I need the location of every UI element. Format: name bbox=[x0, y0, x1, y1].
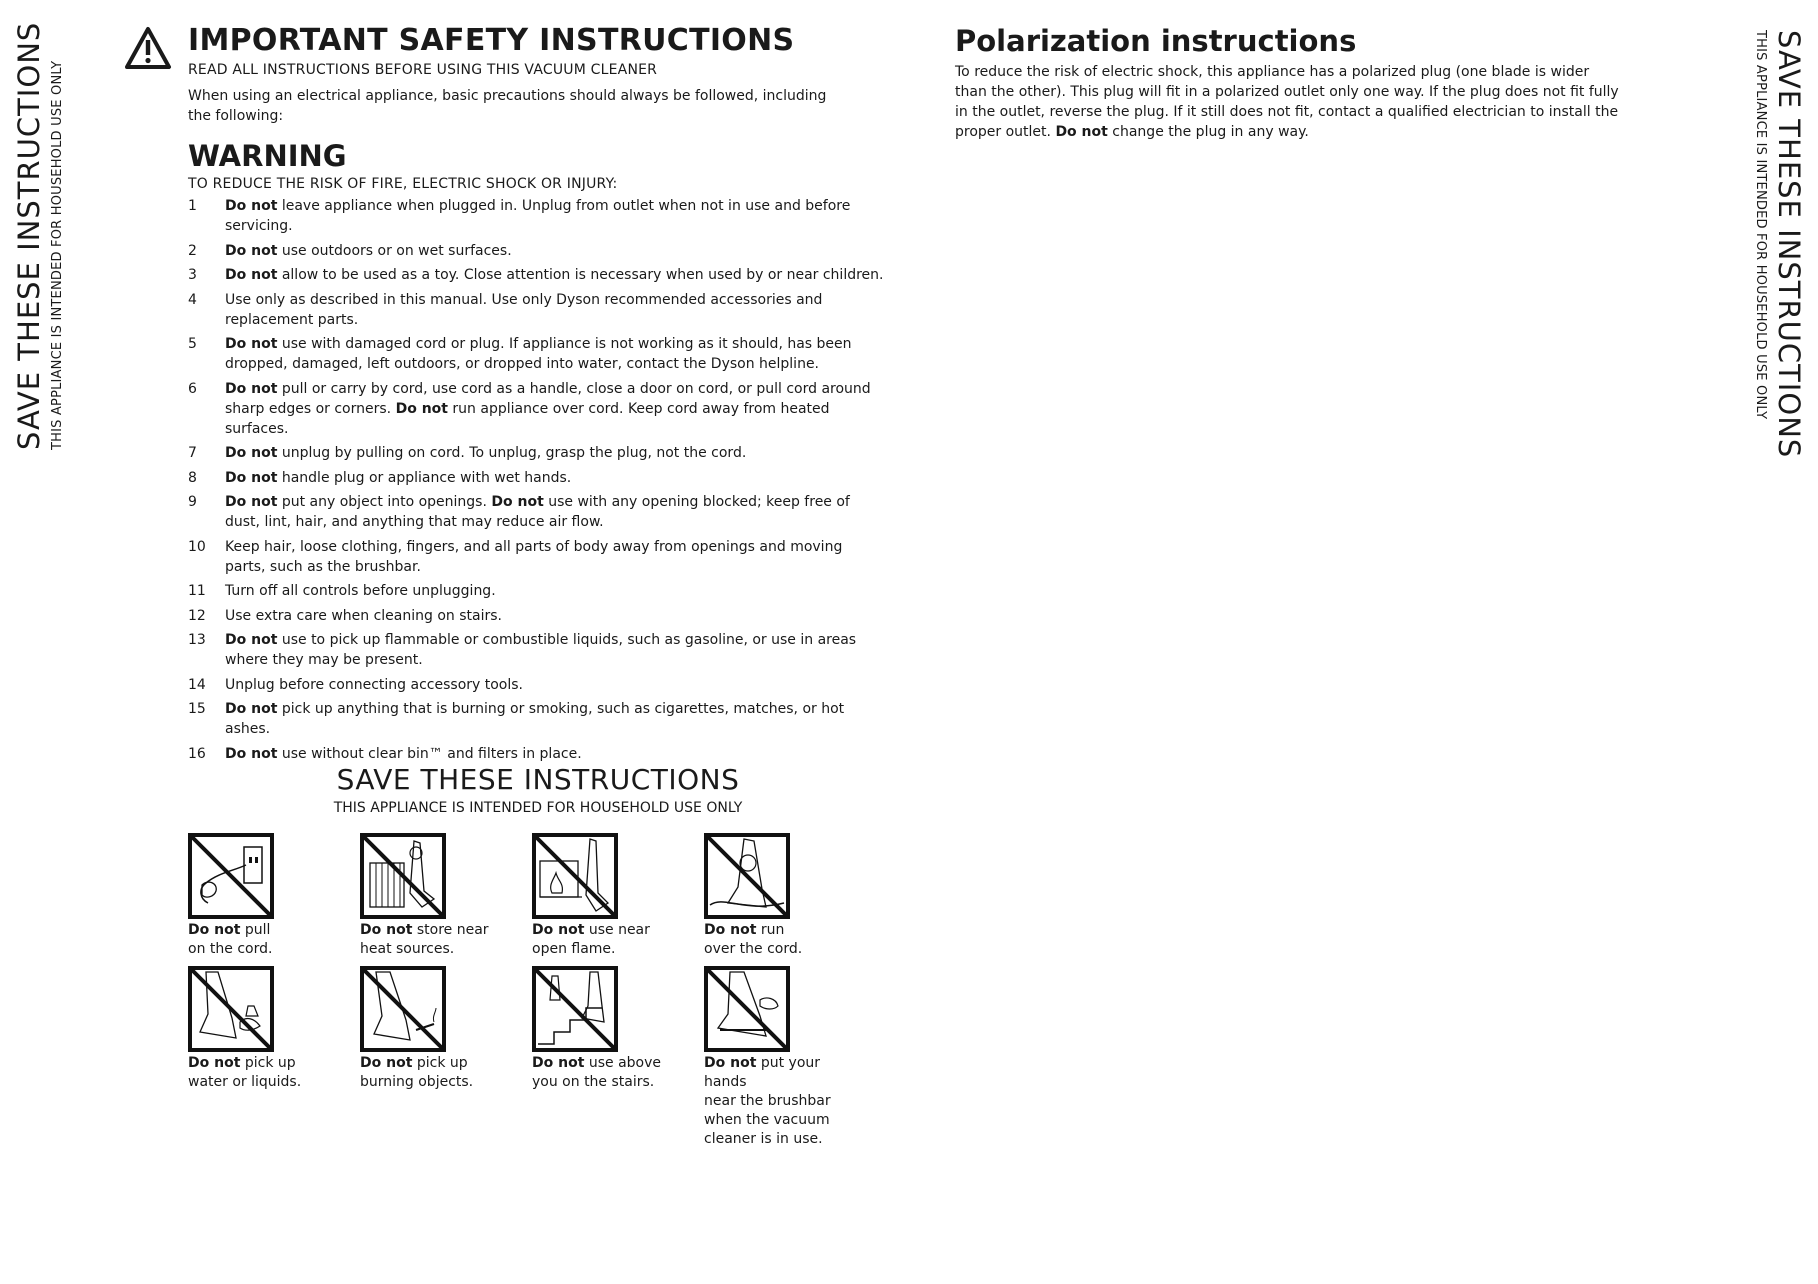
item-text: Turn off all controls before unplugging. bbox=[225, 583, 496, 599]
item-number: 1 bbox=[188, 198, 197, 214]
pictogram-caption: Do not use near open flame. bbox=[532, 922, 650, 957]
item-text: Do not unplug by pulling on cord. To unplug, grasp the plug, not the cord. bbox=[225, 445, 747, 461]
pictogram-caption: Do not pick up water or liquids. bbox=[188, 1055, 302, 1090]
item-text: Use only as described in this manual. Use only Dyson recommended accessories and replacement parts. bbox=[225, 291, 823, 328]
item-text: Do not pick up anything that is burning or smoking, such as cigarettes, matches, or hot ashes. bbox=[225, 701, 845, 737]
item-number: 6 bbox=[188, 380, 197, 397]
save-subtitle: THIS APPLIANCE IS INTENDED FOR HOUSEHOLD USE ONLY bbox=[333, 800, 743, 816]
open-flame-pictogram-icon bbox=[532, 833, 618, 919]
pictogram-tile bbox=[360, 833, 520, 959]
item-text: Keep hair, loose clothing, fingers, and all parts of body away from openings and moving parts, such as the brushbar. bbox=[225, 538, 843, 575]
item-number: 4 bbox=[188, 291, 197, 308]
pictogram-caption: Do not store near heat sources. bbox=[360, 922, 489, 957]
pictogram-tile bbox=[188, 833, 348, 959]
safety-list-item bbox=[188, 468, 888, 488]
item-text: Do not leave appliance when plugged in. Unplug from outlet when not in use and before servicing. bbox=[225, 198, 851, 234]
item-text: Use extra care when cleaning on stairs. bbox=[225, 607, 502, 624]
safety-title: IMPORTANT SAFETY INSTRUCTIONS bbox=[188, 23, 795, 58]
brushbar-hands-pictogram-icon bbox=[704, 966, 790, 1052]
warning-title: WARNING bbox=[188, 139, 347, 173]
safety-list-item bbox=[188, 334, 888, 374]
item-text: Unplug before connecting accessory tools. bbox=[225, 676, 524, 693]
safety-list-item bbox=[188, 492, 888, 532]
safety-list-item bbox=[188, 379, 888, 439]
item-text: Do not put any object into openings. Do not use with any opening blocked; keep free of dust, lint, hair, and anything that may reduce air flow. bbox=[225, 494, 850, 530]
pictogram-caption: Do not pull on the cord. bbox=[188, 922, 273, 957]
item-number: 10 bbox=[188, 538, 206, 555]
pictogram-caption: Do not put your hands near the brushbar when the vacuum cleaner is in use. bbox=[704, 1055, 831, 1147]
item-text: Do not use without clear bin™ and filters in place. bbox=[225, 745, 582, 762]
left-side-banner bbox=[10, 21, 100, 450]
safety-instructions bbox=[188, 22, 888, 768]
safety-list-item bbox=[188, 443, 888, 463]
item-text: Do not use to pick up flammable or combustible liquids, such as gasoline, or use in areas where they may be present. bbox=[225, 632, 857, 668]
stairs-pictogram-icon bbox=[532, 966, 618, 1052]
item-number: 2 bbox=[188, 242, 197, 259]
burning-objects-pictogram-icon bbox=[360, 966, 446, 1052]
item-number: 16 bbox=[188, 745, 206, 762]
safety-list-item bbox=[188, 744, 888, 764]
item-number: 5 bbox=[188, 336, 197, 352]
safety-list-item bbox=[188, 196, 888, 236]
safety-list-item bbox=[188, 699, 888, 739]
save-instructions-block bbox=[188, 762, 888, 816]
item-text: Do not handle plug or appliance with wet hands. bbox=[225, 469, 572, 486]
safety-intro: When using an electrical appliance, basic precautions should always be followed, including the following: bbox=[188, 88, 827, 124]
side-banner-subtitle: THIS APPLIANCE IS INTENDED FOR HOUSEHOLD USE ONLY bbox=[50, 60, 65, 450]
save-title: SAVE THESE INSTRUCTIONS bbox=[336, 763, 740, 796]
pictogram-tile bbox=[532, 966, 692, 1092]
pictogram-tile bbox=[188, 966, 348, 1092]
run-over-cord-pictogram-icon bbox=[704, 833, 790, 919]
safety-list-item bbox=[188, 606, 888, 626]
safety-list-item bbox=[188, 290, 888, 330]
item-number: 13 bbox=[188, 632, 206, 648]
item-number: 8 bbox=[188, 469, 197, 486]
safety-list bbox=[188, 196, 888, 764]
pictogram-caption: Do not use above you on the stairs. bbox=[532, 1055, 662, 1090]
right-side-banner bbox=[1718, 30, 1808, 459]
pictogram-tile bbox=[360, 966, 520, 1092]
safety-list-item bbox=[188, 581, 888, 601]
heat-source-pictogram-icon bbox=[360, 833, 446, 919]
item-number: 7 bbox=[188, 445, 197, 461]
safety-list-item bbox=[188, 630, 888, 670]
pictogram-tile bbox=[704, 966, 864, 1149]
polarization-title: Polarization instructions bbox=[955, 24, 1357, 58]
item-number: 3 bbox=[188, 267, 197, 283]
safety-list-item bbox=[188, 537, 888, 577]
item-text: Do not allow to be used as a toy. Close attention is necessary when used by or near children. bbox=[225, 267, 884, 283]
pictogram-tile bbox=[704, 833, 864, 959]
warning-triangle-icon bbox=[124, 26, 172, 70]
safety-list-item bbox=[188, 265, 888, 285]
pictogram-caption: Do not run over the cord. bbox=[704, 922, 803, 957]
item-number: 15 bbox=[188, 701, 206, 717]
safety-list-item bbox=[188, 675, 888, 695]
safety-list-item bbox=[188, 241, 888, 261]
polarization-section bbox=[955, 22, 1625, 142]
item-text: Do not pull or carry by cord, use cord as a handle, close a door on cord, or pull cord around sharp edges or corners. Do not run appliance over cord. Keep cord away from heated surfaces. bbox=[225, 380, 871, 437]
pictogram-tile bbox=[532, 833, 692, 959]
pictogram-caption: Do not pick up burning objects. bbox=[360, 1055, 474, 1090]
side-banner-subtitle: THIS APPLIANCE IS INTENDED FOR HOUSEHOLD USE ONLY bbox=[1753, 30, 1768, 420]
item-number: 9 bbox=[188, 494, 197, 510]
item-text: Do not use with damaged cord or plug. If appliance is not working as it should, has been dropped, damaged, left outdoors, or dropped into water, contact the Dyson helpline. bbox=[225, 336, 852, 372]
liquids-pictogram-icon bbox=[188, 966, 274, 1052]
side-banner-title: SAVE THESE INSTRUCTIONS bbox=[1772, 30, 1806, 459]
pull-cord-pictogram-icon bbox=[188, 833, 274, 919]
item-number: 12 bbox=[188, 607, 206, 624]
item-number: 11 bbox=[188, 583, 206, 599]
warning-subtitle: TO REDUCE THE RISK OF FIRE, ELECTRIC SHOCK OR INJURY: bbox=[188, 176, 618, 192]
item-number: 14 bbox=[188, 676, 206, 693]
polarization-text: To reduce the risk of electric shock, this appliance has a polarized plug (one blade is wider than the other). This plug will fit in a polarized outlet only one way. If the plug does not fit fully in the outlet, reverse the plug. If it still does not fit, contact a qualified electrician to install the proper outlet. Do not change the plug in any way. bbox=[955, 64, 1619, 140]
item-text: Do not use outdoors or on wet surfaces. bbox=[225, 242, 512, 259]
side-banner-title: SAVE THESE INSTRUCTIONS bbox=[12, 21, 46, 450]
read-all-notice: READ ALL INSTRUCTIONS BEFORE USING THIS VACUUM CLEANER bbox=[188, 62, 658, 78]
